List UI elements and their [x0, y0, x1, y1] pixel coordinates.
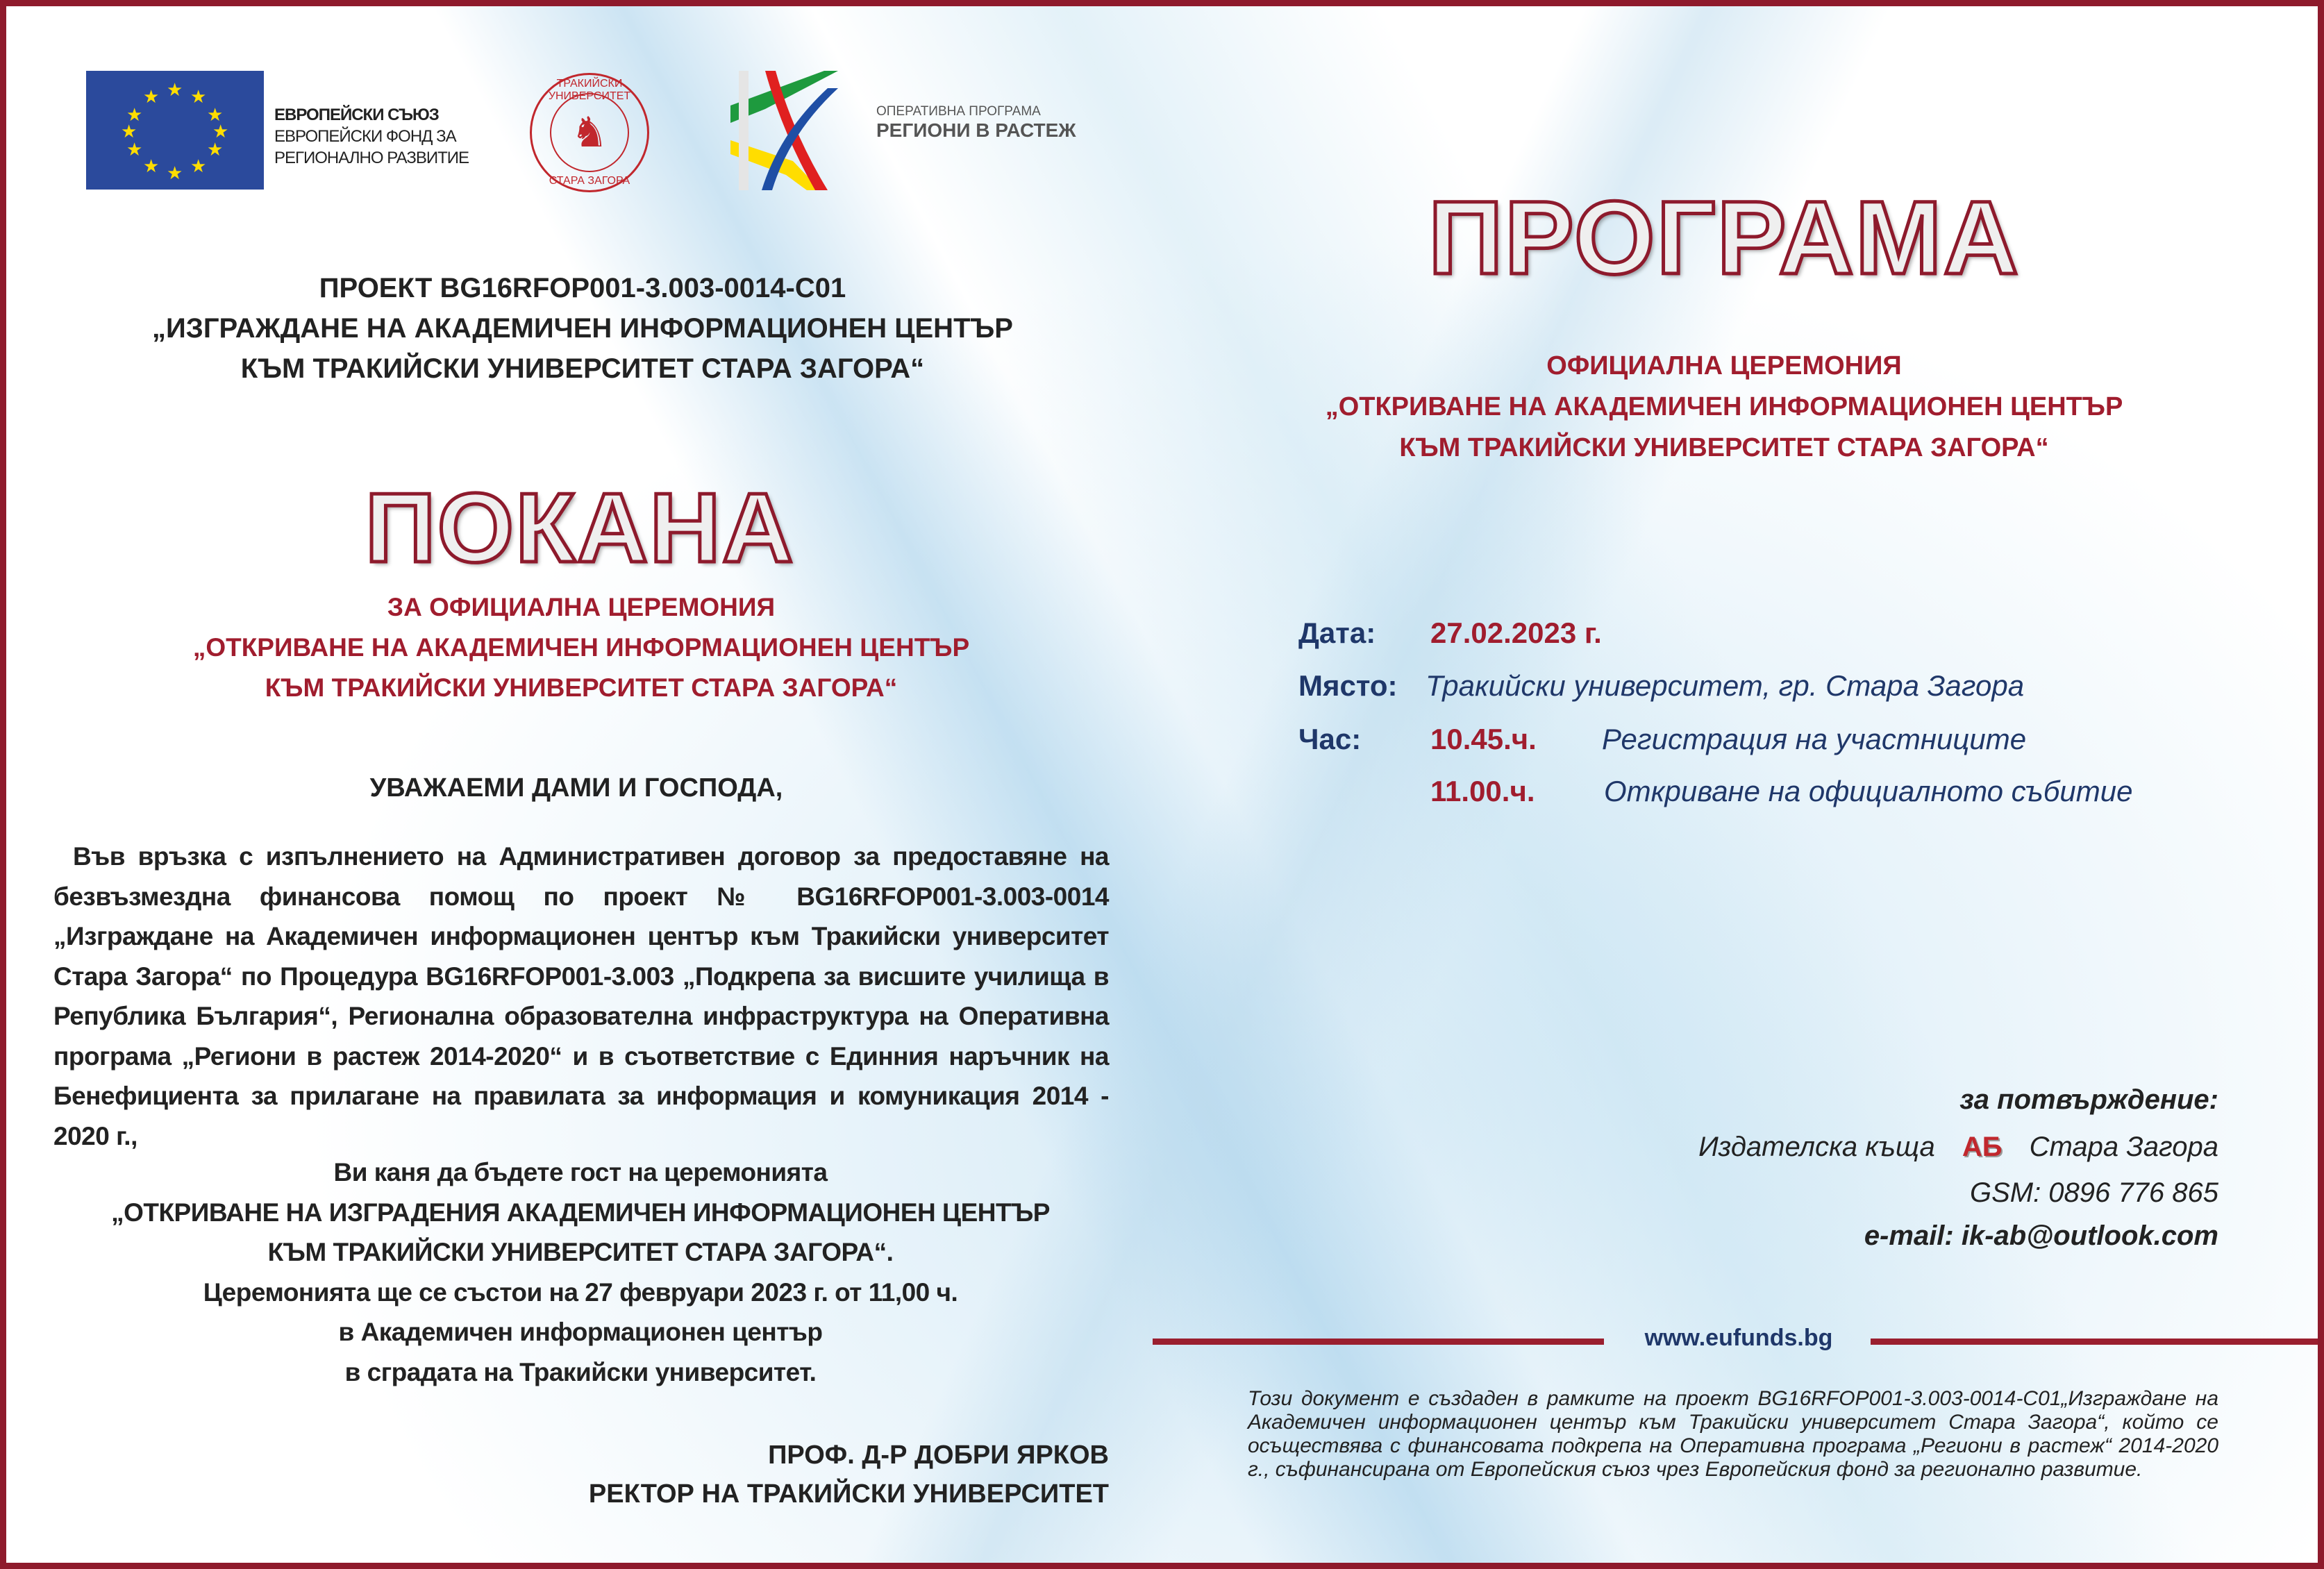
project-title-line2: КЪМ ТРАКИЙСКИ УНИВЕРСИТЕТ СТАРА ЗАГОРА“ [240, 353, 925, 384]
eu-line3: РЕГИОНАЛНО РАЗВИТИЕ [274, 149, 469, 167]
project-title-line1: „ИЗГРАЖДАНЕ НА АКАДЕМИЧЕН ИНФОРМАЦИОНЕН ЦЕНТЪР [152, 313, 1013, 344]
website-link[interactable]: www.eufunds.bg [1644, 1325, 1833, 1351]
university-seal-logo [530, 73, 649, 192]
greeting: УВАЖАЕМИ ДАМИ И ГОСПОДА, [369, 773, 783, 803]
divider-left [1153, 1339, 1604, 1345]
publisher-logo: АБ [1962, 1132, 2003, 1162]
signature [589, 1436, 1109, 1513]
date-value: 27.02.2023 г. [1430, 616, 1602, 649]
signatory-title: РЕКТОР НА ТРАКИЙСКИ УНИВЕРСИТЕТ [588, 1479, 1109, 1509]
place-label: Място: [1298, 669, 1398, 702]
place-value: Тракийски университет, гр. Стара Загора [1426, 669, 2025, 702]
ceremony-name-line1: „ОТКРИВАНЕ НА ИЗГРАДЕНИЯ АКАДЕМИЧЕН ИНФОРМАЦИОНЕН ЦЕНТЪР [111, 1198, 1050, 1227]
schedule-event: Откриване на официалното събитие [1604, 775, 2133, 807]
divider-right [1871, 1339, 2324, 1345]
signatory-name: ПРОФ. Д-Р ДОБРИ ЯРКОВ [768, 1441, 1109, 1470]
body-paragraph: Във връзка с изпълнението на Административен договор за предоставяне на безвъзмездна финансова помощ по проект № BG16RFOP001-3.003-0014 „Изграждане на Академичен информационен център към Тракийски университет Стара Загора“ по Процедура BG16RFOP001-3.003 „Подкрепа за висшите училища в Република България“, Регионална образователна инфраструктура на Оперативна програма „Региони в растеж 2014-2020“ и в съответствие с Единния наръчник на Бенефициента за прилагане на правилата за информация и комуникация 2014 - 2020 г., [53, 842, 1109, 1150]
date-label: Дата: [1298, 616, 1376, 649]
ceremony-venue-line1: в Академичен информационен център [338, 1318, 823, 1346]
op-line2: РЕГИОНИ В РАСТЕЖ [876, 119, 1076, 141]
ceremony-name-line2: КЪМ ТРАКИЙСКИ УНИВЕРСИТЕТ СТАРА ЗАГОРА“. [267, 1238, 894, 1266]
invitation-subtitle [193, 587, 969, 708]
ceremony-venue-line2: в сградата на Тракийски университет. [344, 1357, 817, 1386]
schedule-time: 11.00.ч. [1430, 775, 1535, 807]
ceremony-date-line: Церемонията ще се състои на 27 февруари 2023 г. от 11,00 ч. [203, 1277, 958, 1307]
gsm-phone: GSM: 0896 776 865 [1969, 1177, 2218, 1208]
program-subtitle-line3: КЪМ ТРАКИЙСКИ УНИВЕРСИТЕТ СТАРА ЗАГОРА“ [1399, 433, 2049, 462]
invitation-title: ПОКАНА [365, 473, 795, 583]
invite-line: Ви каня да бъдете гост на церемонията [333, 1158, 828, 1186]
seal-bottom-text: СТАРА ЗАГОРА [549, 175, 630, 187]
invitation-body [53, 837, 1109, 1156]
program-subtitle [1326, 346, 2123, 469]
email-link[interactable]: e-mail: ik-ab@outlook.com [1864, 1220, 2218, 1251]
op-logo-text [876, 104, 1076, 142]
eu-flag-logo: ★ ★ ★ ★ ★ ★ ★ ★ ★ ★ ★ ★ [86, 71, 264, 190]
program-title: ПРОГРАМА [1428, 179, 2021, 296]
subtitle-line1: ЗА ОФИЦИАЛНА ЦЕРЕМОНИЯ [387, 593, 776, 621]
project-code: ПРОЕКТ BG16RFOP001-3.003-0014-C01 [319, 273, 846, 303]
horseman-icon: ♞ [550, 93, 629, 172]
time-label: Час: [1298, 723, 1362, 755]
confirmation-label: за потвърждение: [1959, 1084, 2218, 1115]
publisher-name: Издателска къща [1698, 1132, 1935, 1162]
publisher-city: Стара Загора [2029, 1132, 2218, 1162]
publisher-line [1698, 1132, 2218, 1163]
program-subtitle-line2: „ОТКРИВАНЕ НА АКАДЕМИЧЕН ИНФОРМАЦИОНЕН ЦЕНТЪР [1325, 392, 2123, 421]
subtitle-line2: „ОТКРИВАНЕ НА АКАДЕМИЧЕН ИНФОРМАЦИОНЕН ЦЕНТЪР [192, 633, 970, 662]
disclaimer: Този документ е създаден в рамките на проект BG16RFOP001-3.003-0014-C01„Изграждане на Академичен информационен център към Тракийски университет Стара Загора“, който се осъществява с финансовата подкрепа на Оперативна програма „Региони в растеж“ 2014-2020 г., съфинансирана от Европейския съюз чрез Европейския фонд за регионално развитие. [1248, 1387, 2218, 1481]
seal-top-text: ТРАКИЙСКИ УНИВЕРСИТЕТ [548, 78, 631, 102]
subtitle-line3: КЪМ ТРАКИЙСКИ УНИВЕРСИТЕТ СТАРА ЗАГОРА“ [265, 673, 898, 702]
eu-line2: ЕВРОПЕЙСКИ ФОНД ЗА [274, 127, 456, 146]
project-heading [152, 268, 1013, 389]
op-line1: ОПЕРАТИВНА ПРОГРАМА [876, 104, 1041, 119]
program-subtitle-line1: ОФИЦИАЛНА ЦЕРЕМОНИЯ [1546, 351, 1902, 380]
eu-logo-text [274, 104, 469, 169]
schedule-time: 10.45.ч. [1430, 723, 1537, 755]
eu-line1: ЕВРОПЕЙСКИ СЪЮЗ [274, 106, 439, 124]
invitation-centered-text [111, 1152, 1050, 1392]
schedule-event: Регистрация на участниците [1602, 723, 2027, 755]
regions-growth-logo [724, 71, 878, 190]
